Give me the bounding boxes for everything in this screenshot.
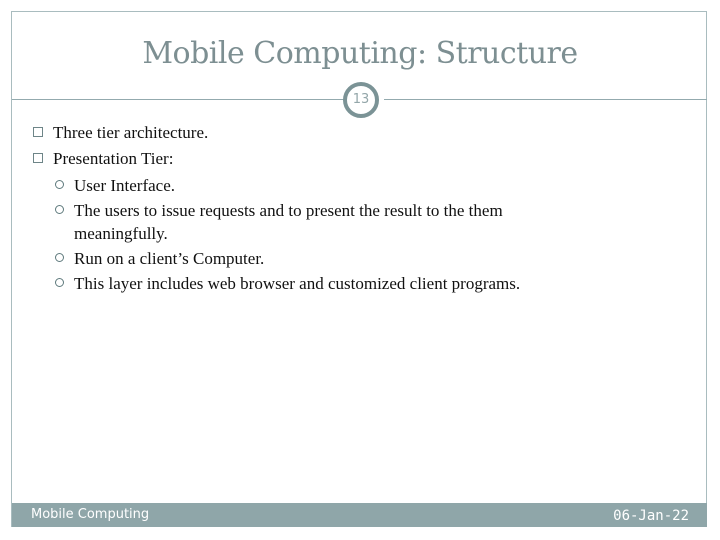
footer-date: 06-Jan-22 [613, 508, 689, 524]
square-bullet-icon [33, 153, 43, 163]
bullet-presentation-tier [33, 148, 673, 174]
sub-bullet-user-interface [33, 174, 673, 197]
sub-bullet-issue-requests [33, 199, 594, 245]
sub-bullet-web-browser [33, 272, 673, 295]
sub-bullet-text: Run on a client’s Computer. [74, 249, 265, 268]
circle-bullet-icon [55, 205, 64, 214]
title-divider-left [12, 99, 344, 100]
circle-bullet-icon [55, 253, 64, 262]
sub-bullet-text: This layer includes web browser and customized client programs. [74, 274, 521, 293]
sub-bullet-text: The users to issue requests and to present the result to the them meaningfully. [74, 201, 503, 243]
slide-footer [12, 503, 707, 527]
slide-number: 13 [343, 82, 379, 118]
footer-course-name: Mobile Computing [31, 507, 150, 522]
circle-bullet-icon [55, 180, 64, 189]
bullet-three-tier [33, 122, 673, 148]
circle-bullet-icon [55, 278, 64, 287]
bullet-text: Three tier architecture. [53, 123, 209, 142]
bullet-text: Presentation Tier: [53, 149, 174, 168]
sub-bullet-text: User Interface. [74, 176, 175, 195]
sub-bullet-client-computer [33, 247, 673, 270]
title-divider-right [384, 99, 707, 100]
slide-title: Mobile Computing: Structure [142, 36, 578, 71]
slide-content [33, 122, 673, 297]
square-bullet-icon [33, 127, 43, 137]
